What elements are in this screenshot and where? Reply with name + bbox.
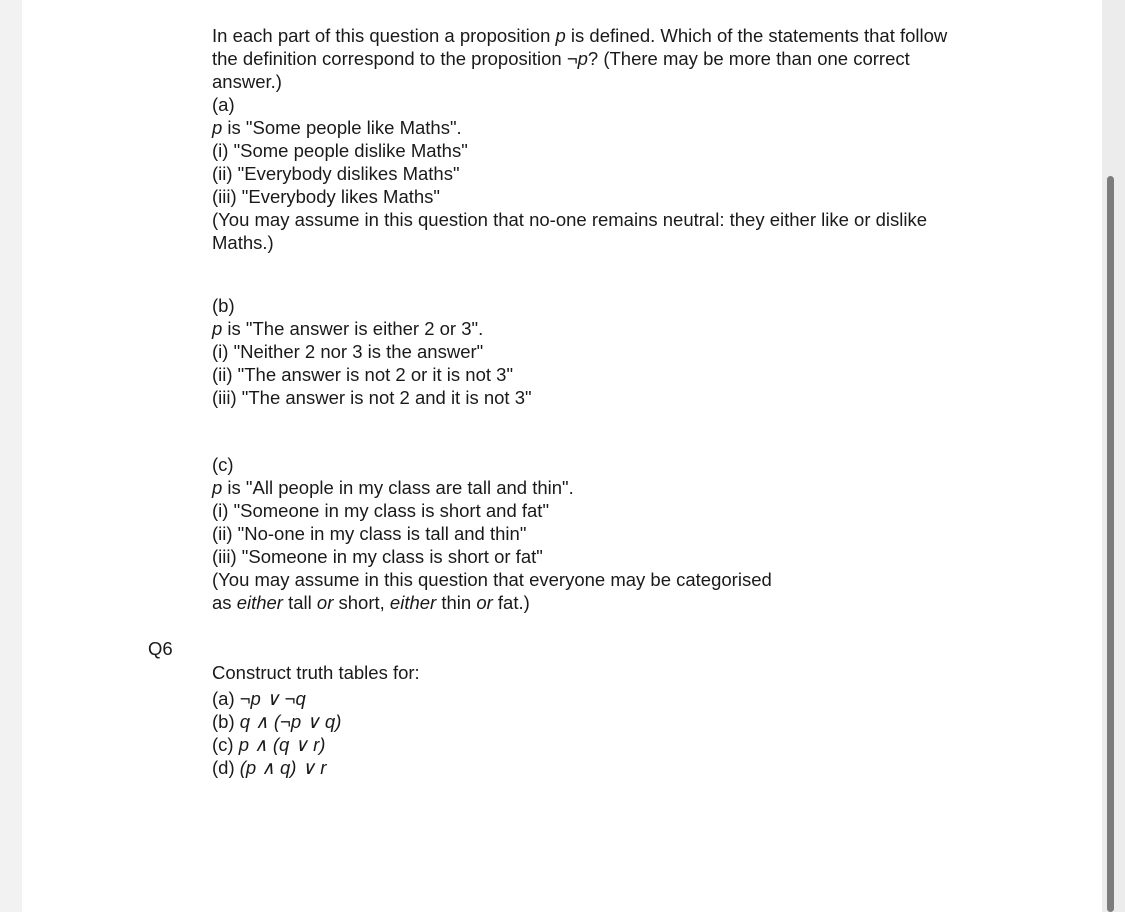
part-a-option-ii: (ii) "Everybody dislikes Maths": [212, 163, 460, 184]
part-c: [212, 453, 972, 614]
part-a-option-i: (i) "Some people dislike Maths": [212, 140, 468, 161]
q6-item-b: (b) q ∧ (¬p ∨ q): [212, 711, 342, 732]
part-c-option-i: (i) "Someone in my class is short and fat": [212, 500, 550, 521]
intro-line-3: answer.): [212, 71, 282, 92]
part-c-note-line-1: (You may assume in this question that everyone may be categorised: [212, 569, 772, 590]
part-a-label: (a): [212, 94, 235, 115]
part-b-option-ii: (ii) "The answer is not 2 or it is not 3": [212, 364, 514, 385]
part-c-definition: p is "All people in my class are tall and thin".: [212, 477, 574, 498]
q6-heading: Construct truth tables for:: [212, 662, 420, 683]
part-b-option-i: (i) "Neither 2 nor 3 is the answer": [212, 341, 484, 362]
part-b-option-iii: (iii) "The answer is not 2 and it is not 3": [212, 387, 532, 408]
q6-item-d: (d) (p ∧ q) ∨ r: [212, 757, 327, 778]
q6-item-a: (a) ¬p ∨ ¬q: [212, 688, 306, 709]
part-a-definition: p is "Some people like Maths".: [212, 117, 462, 138]
part-c-label: (c): [212, 454, 234, 475]
part-a-note-line-1: (You may assume in this question that no-one remains neutral: they either like or dislike: [212, 209, 928, 230]
intro-line-2: the definition correspond to the proposition ¬p? (There may be more than one correct: [212, 48, 910, 69]
intro-line-1: In each part of this question a proposition p is defined. Which of the statements that follow: [212, 25, 948, 46]
question-6-label: Q6: [148, 638, 173, 659]
part-c-option-ii: (ii) "No-one in my class is tall and thin": [212, 523, 527, 544]
part-c-option-iii: (iii) "Someone in my class is short or fat": [212, 546, 543, 567]
scrollbar-thumb[interactable]: [1107, 176, 1114, 912]
question-intro: [212, 24, 972, 254]
question-6: [212, 661, 972, 779]
part-a-note-line-2: Maths.): [212, 232, 274, 253]
q6-item-c: (c) p ∧ (q ∨ r): [212, 734, 326, 755]
part-b-definition: p is "The answer is either 2 or 3".: [212, 318, 484, 339]
part-b-label: (b): [212, 295, 235, 316]
part-c-note-line-2: as either tall or short, either thin or fat.): [212, 592, 530, 613]
part-a-option-iii: (iii) "Everybody likes Maths": [212, 186, 440, 207]
part-b: [212, 294, 972, 409]
